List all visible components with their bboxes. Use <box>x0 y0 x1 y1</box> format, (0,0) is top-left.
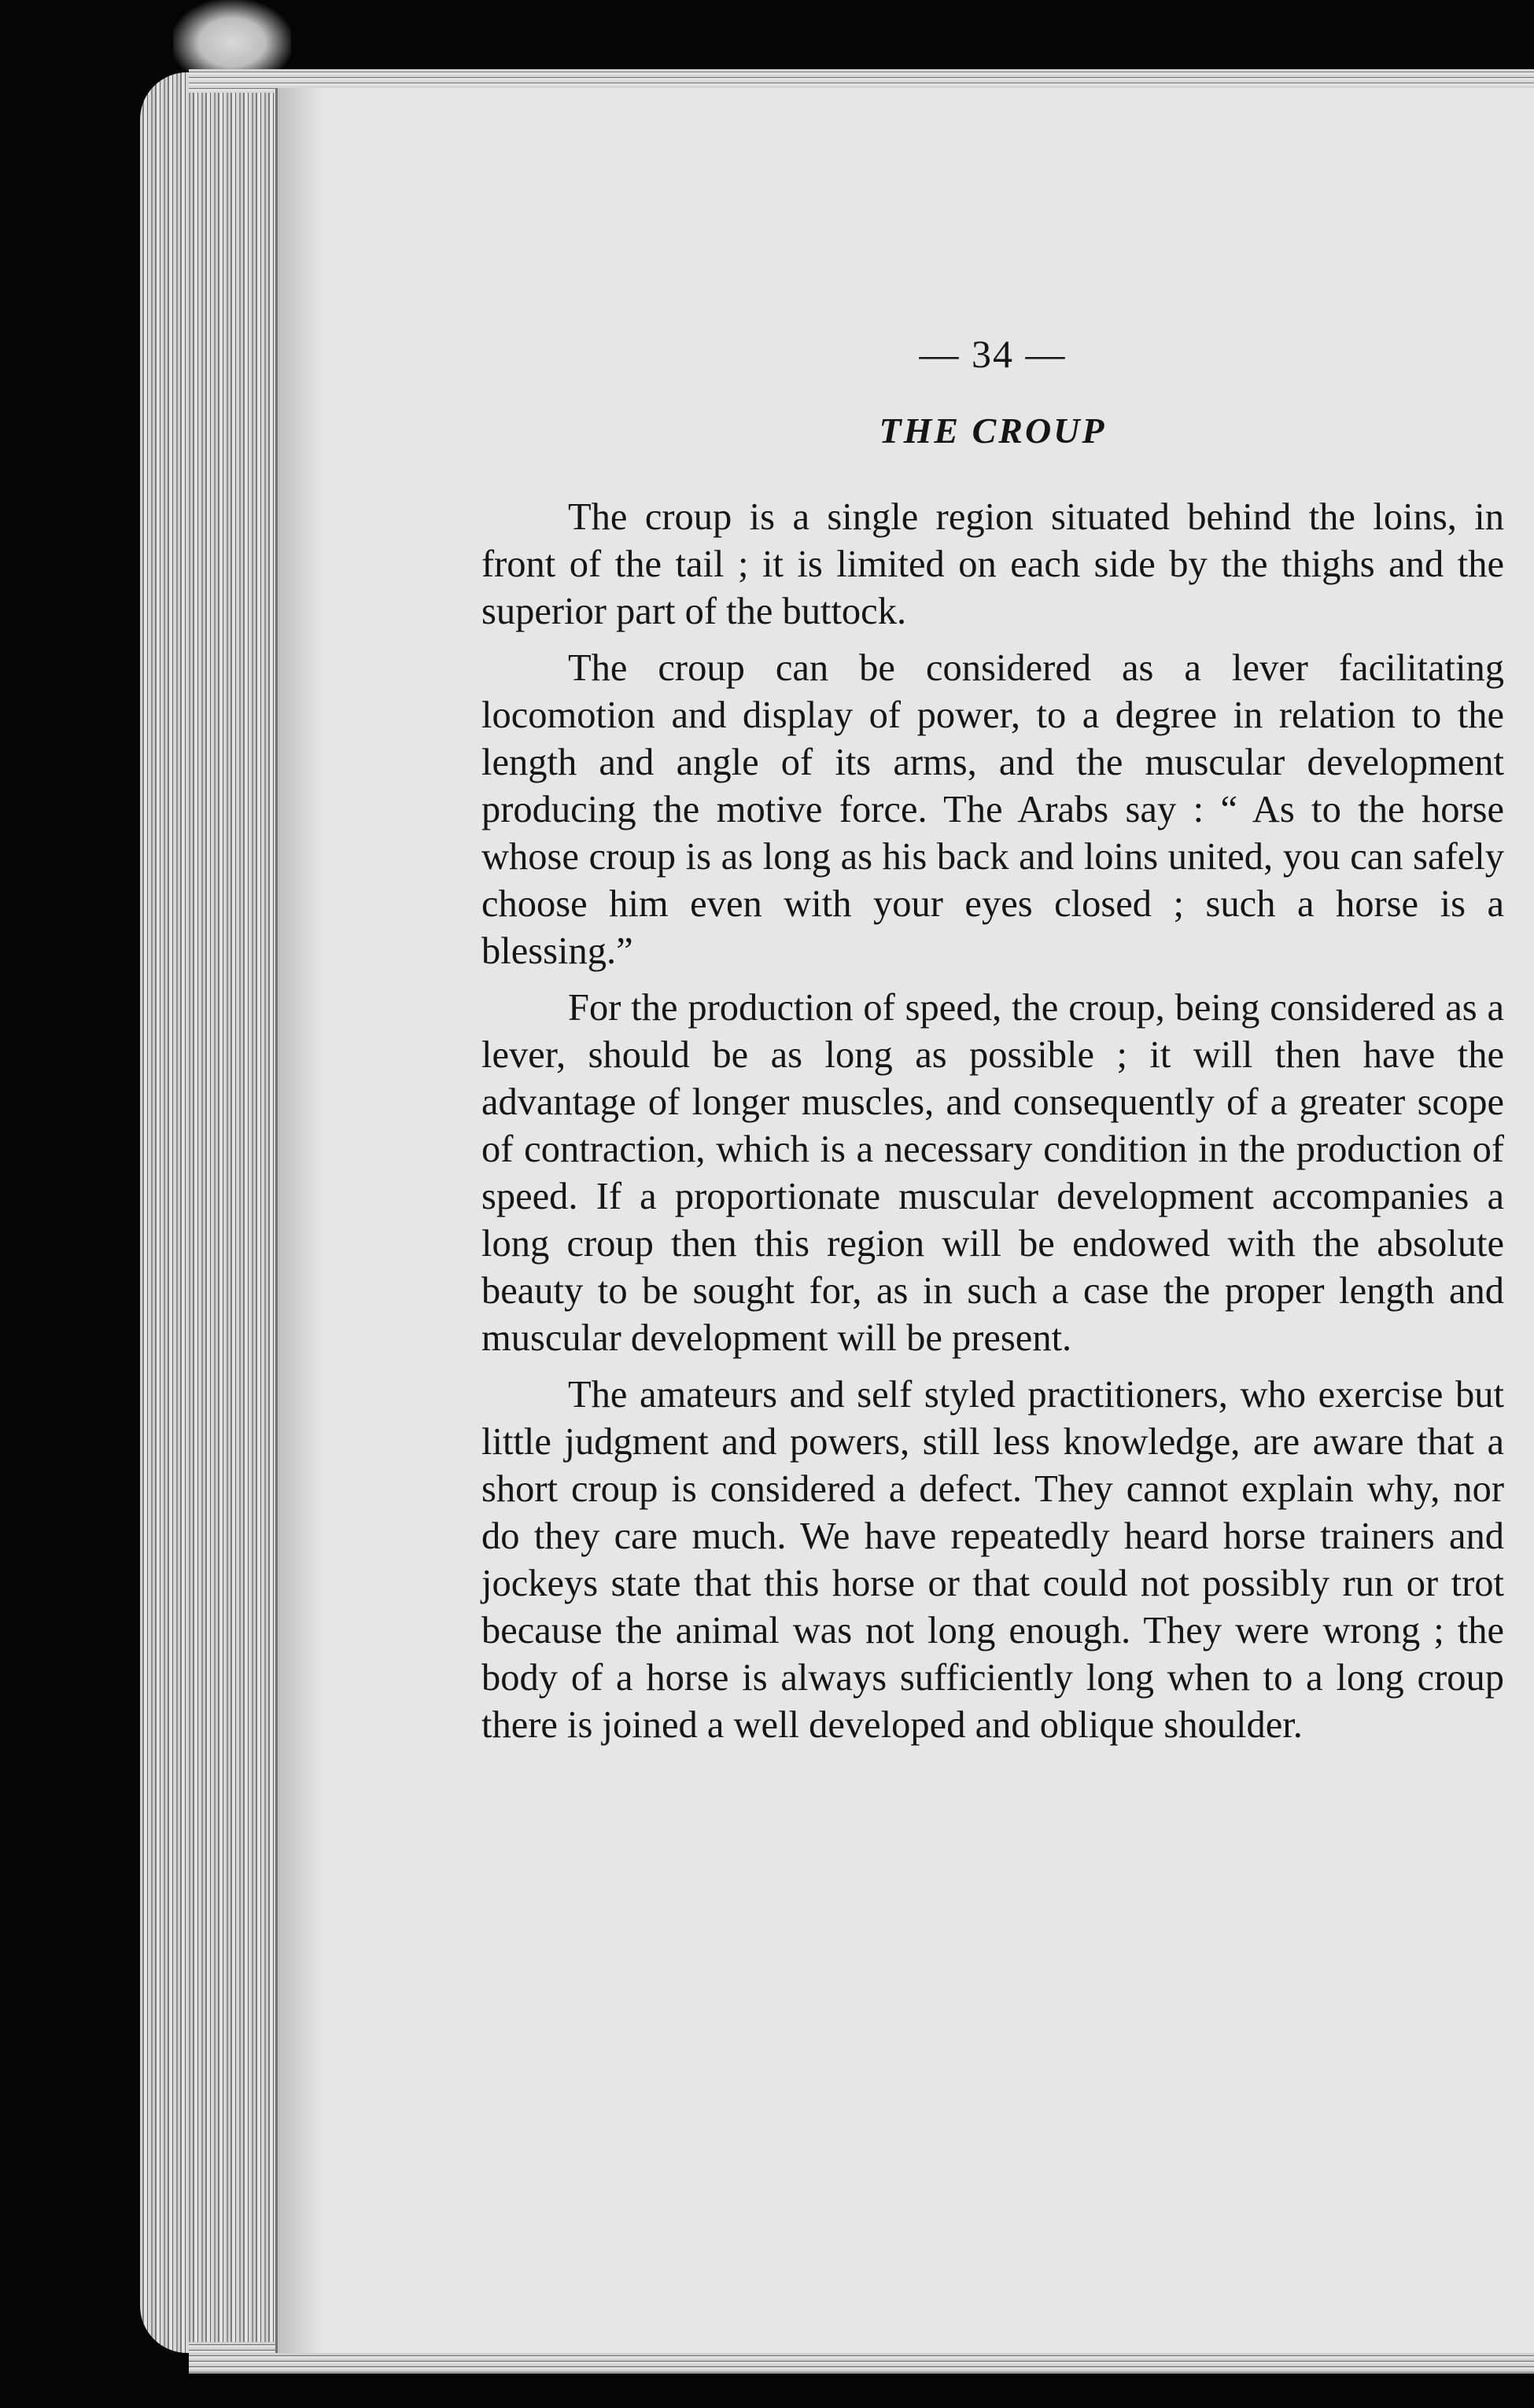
book-page-edges <box>140 72 297 2353</box>
paragraph-1: The croup is a single region situated behind the loins, in front of the tail ; it is limited on each side by the thighs and the superior part of the buttock. <box>481 496 1504 632</box>
torn-paper-scrap <box>173 0 291 71</box>
paragraph-2: The croup can be considered as a lever facilitating locomotion and display of power, to a degree in relation to the length and angle of its arms, and the muscular development producing the motive force. The Arabs say : “ As to the horse whose croup is as long as his back and loins united, you can safely choose him even with your eyes closed ; such a horse is a blessing.” <box>481 647 1504 972</box>
section-title: THE CROUP <box>879 411 1107 451</box>
paragraph-4: The amateurs and self styled practitioners, who exercise but little judgment and powers, still less knowledge, are aware that a short croup is considered a defect. They cannot explain why, nor do they care much. We have repeatedly heard horse trainers and jockeys state that this horse or that could not possibly run or trot because the animal was not long enough. They were wrong ; the body of a horse is always sufficiently long when to a long croup there is joined a well developed and oblique shoulder. <box>481 1374 1504 1746</box>
page-number: — 34 — <box>919 332 1067 376</box>
paragraph-3: For the production of speed, the croup, being considered as a lever, should be as long as possible ; it will then have the advantage of longer muscles, and consequently of a greater scope of contraction, which is a necessary condition in the production of speed. If a proportionate muscular development accompanies a long croup then this region will be endowed with the absolute beauty to be sought for, as in such a case the proper length and muscular development will be present. <box>481 987 1504 1359</box>
page-gutter-shadow <box>275 88 323 2353</box>
page-text-block <box>481 330 1504 1758</box>
